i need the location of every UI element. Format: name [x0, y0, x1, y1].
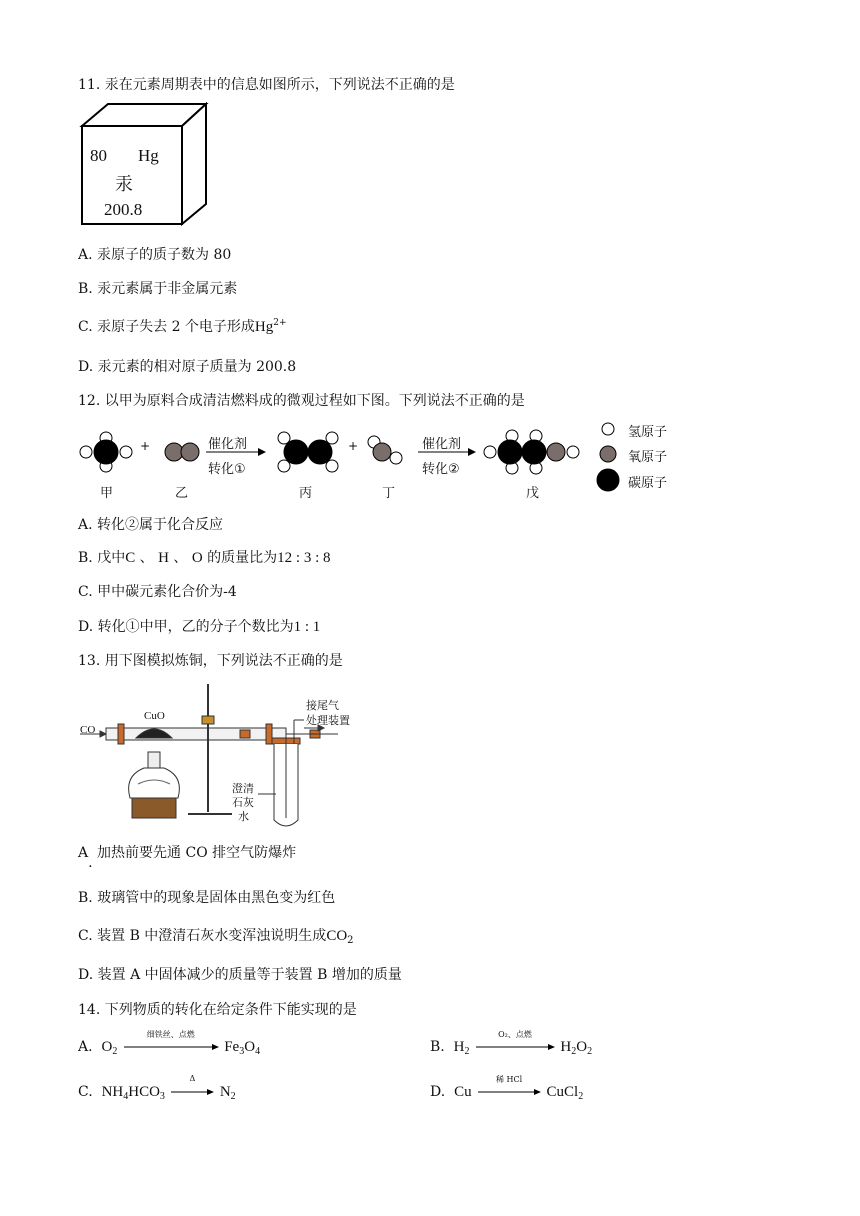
co-label: CO	[80, 724, 96, 736]
q11-option-a: A. 汞原子的质子数为 80	[78, 247, 232, 263]
catalyst-label-1: 催化剂	[208, 437, 248, 452]
step2-label: 转化②	[422, 462, 460, 477]
q14-option-d: D. Cu 稀 HCl CuCl$_2$	[430, 1075, 584, 1102]
plus-1: +	[140, 439, 151, 453]
label-ding: 丁	[382, 486, 396, 501]
step1-label: 转化①	[208, 462, 246, 477]
q12-stem: 12. 以甲为原料合成清洁燃料成的微观过程如下图。下列说法不正确的是	[78, 393, 525, 409]
element-number: 80	[90, 146, 107, 165]
lime-water-label-1: 澄清	[232, 782, 254, 795]
q14-option-b: B. $H_2$ O₂、点燃 $H_2O_2$	[430, 1030, 593, 1057]
element-name: 汞	[115, 174, 133, 195]
lime-water-label-2: 石灰	[232, 796, 254, 809]
label-jia: 甲	[100, 486, 114, 501]
plus-2: +	[348, 439, 359, 453]
legend-hydrogen: 氢原子	[628, 425, 668, 440]
q14-stem: 14. 下列物质的转化在给定条件下能实现的是	[78, 1002, 357, 1018]
q13-stem: 13. 用下图模拟炼铜，下列说法不正确的是	[78, 653, 343, 669]
label-wu: 戊	[526, 486, 540, 501]
tail-gas-label-1: 接尾气	[306, 699, 339, 712]
element-symbol: Hg	[138, 146, 159, 165]
q11-option-c: C. 汞原子失去 2 个电子形成$Hg^{2+}$	[78, 318, 287, 335]
q14-option-c: C. $NH_4HCO_3$ Δ $N_2$	[78, 1074, 236, 1102]
element-mass: 200.8	[104, 200, 143, 219]
q12-option-c: C. 甲中碳元素化合价为-4	[78, 584, 237, 600]
q13-option-b: B. 玻璃管中的现象是固体由黑色变为红色	[78, 890, 336, 906]
reaction-diagram	[76, 416, 716, 502]
legend-oxygen: 氧原子	[628, 450, 668, 465]
q13-option-a: A. 加热前要先通 CO 排空气防爆炸	[78, 845, 297, 871]
q11-option-d: D. 汞元素的相对原子质量为 200.8	[78, 359, 297, 375]
tail-gas-label-2: 处理装置	[306, 714, 350, 727]
q12-option-a: A. 转化②属于化合反应	[78, 517, 224, 533]
legend-carbon: 碳原子	[628, 476, 668, 491]
q13-option-d: D. 装置 A 中固体减少的质量等于装置 B 增加的质量	[78, 967, 402, 983]
q14-option-a: A. $O_2$ 细铁丝、点燃 $Fe_3O_4$	[78, 1030, 261, 1057]
cuo-label: CuO	[144, 710, 165, 722]
q13-option-c: C. 装置 B 中澄清石灰水变浑浊说明生成$CO_2$	[78, 928, 354, 946]
catalyst-label-2: 催化剂	[422, 437, 462, 452]
q11-stem: 11. 汞在元素周期表中的信息如图所示，下列说法不正确的是	[78, 77, 455, 93]
q12-option-d: D. 转化①中甲，乙的分子个数比为1 : 1	[78, 619, 321, 635]
lime-water-label-3: 水	[238, 810, 249, 823]
q11-option-b: B. 汞元素属于非金属元素	[78, 281, 238, 297]
q12-option-b: B. 戊中C 、 H 、 O 的质量比为12 : 3 : 8	[78, 550, 331, 566]
label-bing: 丙	[299, 486, 313, 501]
label-yi: 乙	[175, 486, 189, 501]
